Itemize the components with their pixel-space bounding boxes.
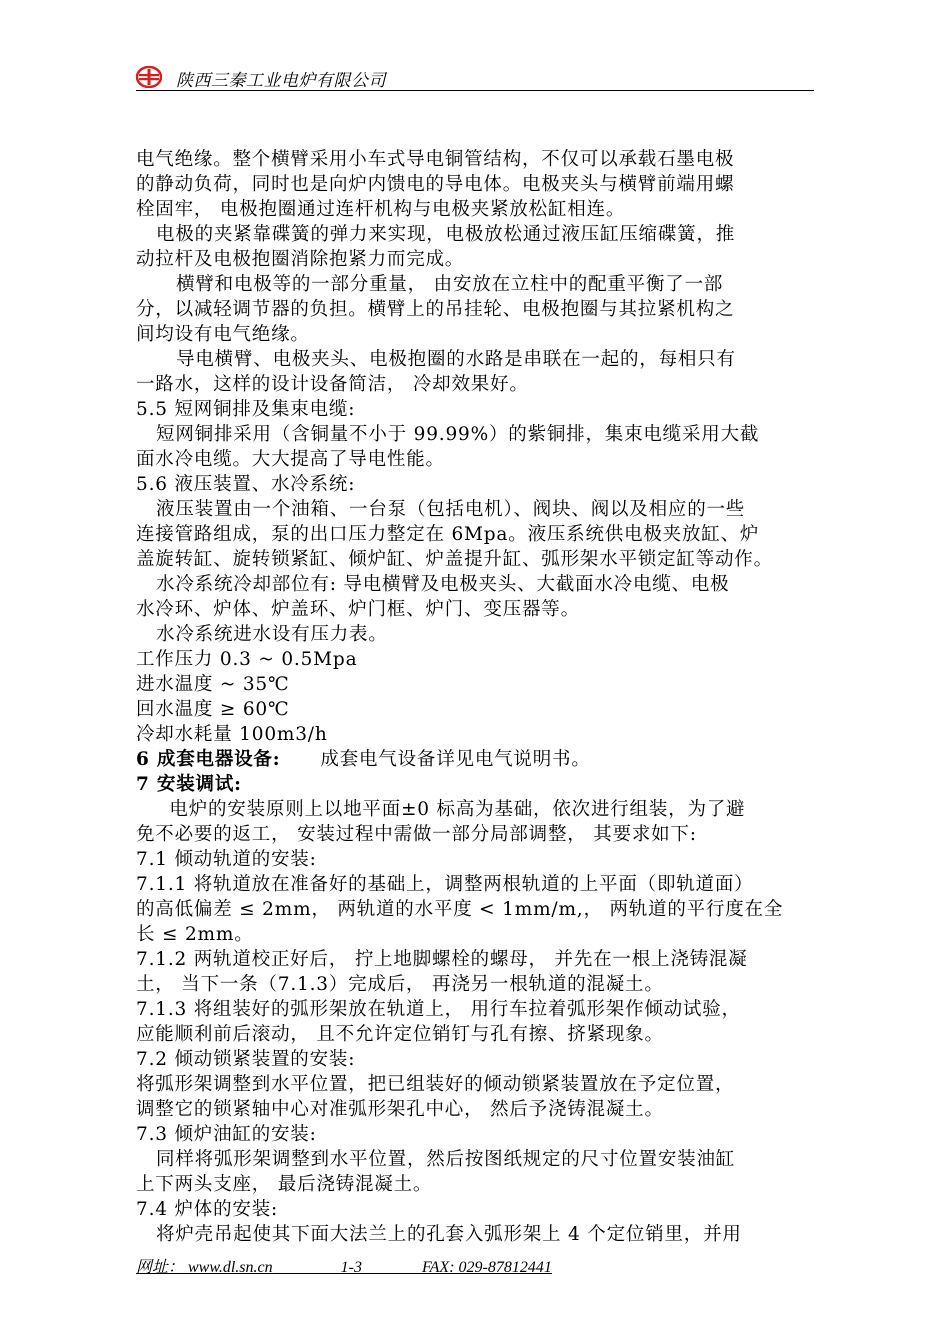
text-line: 调整它的锁紧轴中心对准弧形架孔中心， 然后予浇铸混凝土。 (136, 1099, 664, 1120)
text-line: 上下两头支座， 最后浇铸混凝土。 (136, 1174, 433, 1195)
text-line: 水冷系统冷却部位有: 导电横臂及电极夹头、大截面水冷电缆、电极 (136, 574, 730, 595)
section-heading: 7 安装调试: (136, 774, 242, 795)
text-line: 水冷系统进水设有压力表。 (136, 624, 388, 645)
company-name: 陕西三秦工业电炉有限公司 (176, 71, 386, 91)
text-line: 电炉的安装原则上以地平面±0 标高为基础，依次进行组装，为了避 (136, 799, 746, 820)
page-header (136, 64, 814, 91)
section-heading: 6 成套电器设备: (136, 749, 281, 770)
page-footer (136, 1254, 552, 1277)
text-line: 长 ≤ 2mm。 (136, 924, 254, 945)
text-line: 液压装置由一个油箱、一台泵（包括电机）、阀块、阀以及相应的一些 (136, 499, 746, 520)
spec-line: 工作压力 0.3 ~ 0.5Mpa (136, 649, 358, 670)
text-line: 短网铜排采用（含铜量不小于 99.99%）的紫铜排，集束电缆采用大截 (136, 424, 760, 445)
text-line: 连接管路组成，泵的出口压力整定在 6Mpa。液压系统供电极夹放缸、炉 (136, 524, 760, 545)
text-line: 导电横臂、电极夹头、电极抱圈的水路是串联在一起的，每相只有 (136, 349, 736, 370)
section-heading: 7.3 倾炉油缸的安装: (136, 1124, 317, 1145)
text-line: 一路水，这样的设计设备简洁， 冷却效果好。 (136, 374, 529, 395)
footer-website: 网址： www.dl.sn.cn (136, 1259, 273, 1276)
text-line: 面水冷电缆。大大提高了导电性能。 (136, 449, 445, 470)
text-line: 电气绝缘。整个横臂采用小车式导电铜管结构，不仅可以承载石墨电极 (136, 149, 735, 170)
text-line: 水冷环、炉体、炉盖环、炉门框、炉门、变压器等。 (136, 599, 580, 620)
text-line: 将炉壳吊起使其下面大法兰上的孔套入弧形架上 4 个定位销里，并用 (136, 1224, 742, 1245)
text-line: 将弧形架调整到水平位置，把已组装好的倾动锁紧装置放在予定位置， (136, 1074, 735, 1095)
spec-line: 回水温度 ≥ 60℃ (136, 699, 290, 720)
section-6 (136, 747, 816, 772)
document-body (136, 147, 816, 1247)
section-heading: 5.6 液压装置、水冷系统: (136, 474, 356, 495)
text-line: 土， 当下一条（7.1.3）完成后， 再浇另一根轨道的混凝土。 (136, 974, 664, 995)
section-heading: 7.1 倾动轨道的安装: (136, 849, 317, 870)
text-line: 7.1.2 两轨道校正好后， 拧上地脚螺栓的螺母， 并先在一根上浇铸混凝 (136, 949, 748, 970)
text-line: 的静动负荷，同时也是向炉内馈电的导电体。电极夹头与横臂前端用螺 (136, 174, 735, 195)
section-heading: 7.2 倾动锁紧装置的安装: (136, 1049, 356, 1070)
text-line: 的高低偏差 ≤ 2mm， 两轨道的水平度 < 1mm/m,， 两轨道的平行度在全 (136, 899, 784, 920)
footer-gap (362, 1259, 422, 1276)
footer-gap (273, 1259, 341, 1276)
footer-page-number: 1-3 (340, 1259, 362, 1276)
text-line: 分，以减轻调节器的负担。横臂上的吊挂轮、电极抱圈与其拉紧机构之 (136, 299, 735, 320)
spec-line: 进水温度 ~ 35℃ (136, 674, 290, 695)
text-line: 7.1.1 将轨道放在准备好的基础上，调整两根轨道的上平面（即轨道面） (136, 874, 754, 895)
text-line: 间均设有电气绝缘。 (136, 324, 310, 345)
section-text: 成套电气设备详见电气说明书。 (280, 749, 591, 770)
text-line: 应能顺利前后滚动， 且不允许定位销钉与孔有擦、挤紧现象。 (136, 1024, 664, 1045)
text-line: 免不必要的返工， 安装过程中需做一部分局部调整， 其要求如下: (136, 824, 697, 845)
text-line: 盖旋转缸、旋转锁紧缸、倾炉缸、炉盖提升缸、弧形架水平锁定缸等动作。 (136, 549, 773, 570)
section-heading: 5.5 短网铜排及集束电缆: (136, 399, 356, 420)
company-logo-icon (136, 66, 162, 88)
text-line: 7.1.3 将组装好的弧形架放在轨道上， 用行车拉着弧形架作倾动试验， (136, 999, 741, 1020)
text-line: 同样将弧形架调整到水平位置，然后按图纸规定的尺寸位置安装油缸 (136, 1149, 736, 1170)
text-line: 横臂和电极等的一部分重量， 由安放在立柱中的配重平衡了一部 (136, 274, 724, 295)
text-line: 栓固牢， 电极抱圈通过连杆机构与电极夹紧放松缸相连。 (136, 199, 626, 220)
text-line: 电极的夹紧靠碟簧的弹力来实现，电极放松通过液压缸压缩碟簧，推 (136, 224, 736, 245)
section-heading: 7.4 炉体的安装: (136, 1199, 279, 1220)
text-line: 动拉杆及电极抱圈消除抱紧力而完成。 (136, 249, 465, 270)
footer-fax: FAX: 029-87812441 (421, 1259, 552, 1276)
spec-line: 冷却水耗量 100m3/h (136, 724, 328, 745)
